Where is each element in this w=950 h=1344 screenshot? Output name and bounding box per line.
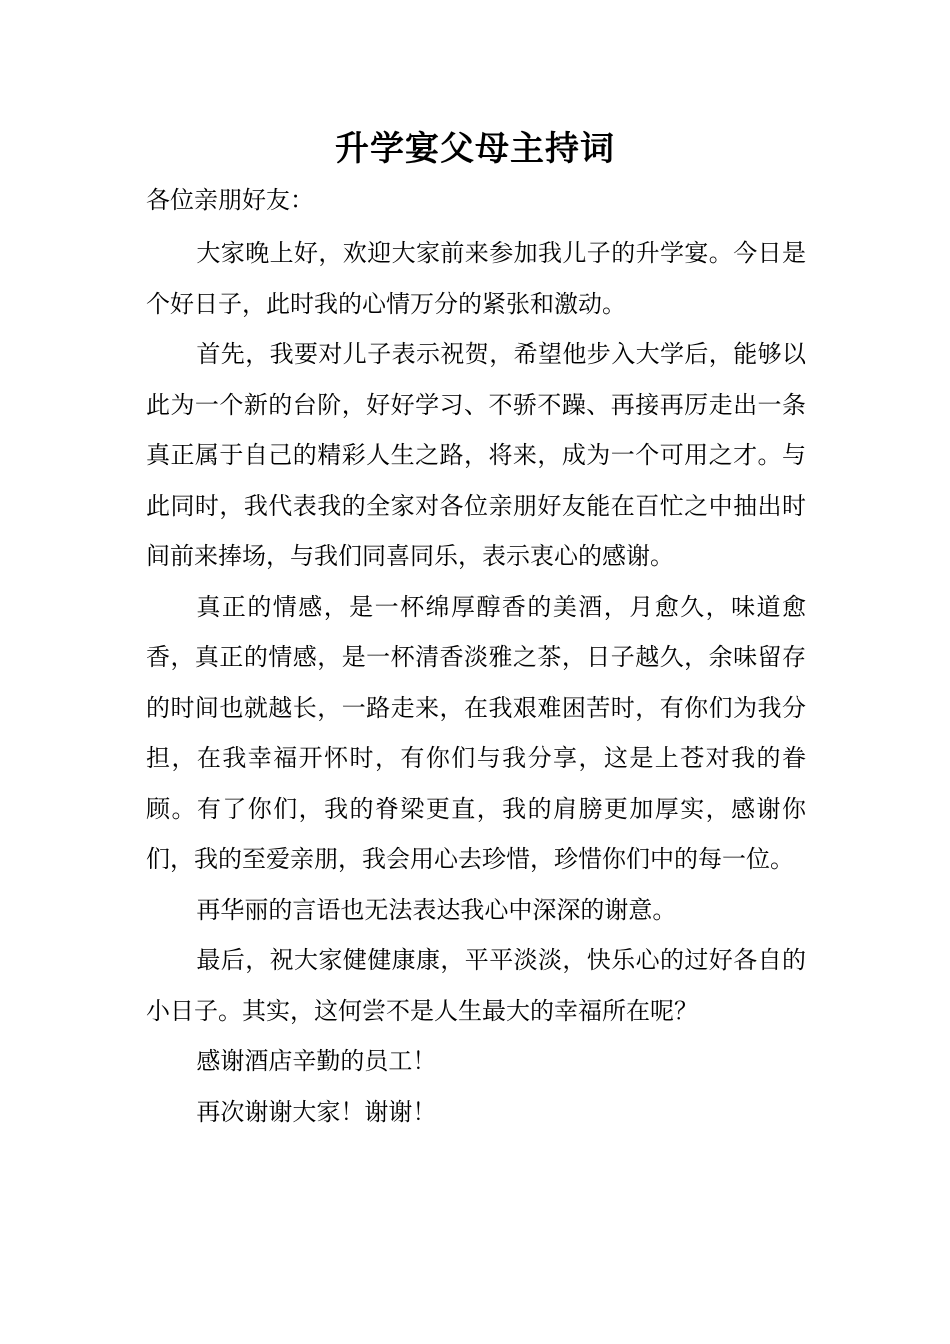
document-title: 升学宴父母主持词 bbox=[335, 129, 615, 169]
document-body bbox=[146, 178, 806, 1137]
paragraph-thank-staff: 感谢酒店辛勤的员工！ bbox=[196, 1047, 437, 1075]
paragraph-wishes: 最后，祝大家健健康康，平平淡淡，快乐心的过好各自的小日子。其实，这何尝不是人生最大的幸福所在呢？ bbox=[146, 946, 806, 1025]
paragraph-closing: 再次谢谢大家！谢谢！ bbox=[196, 1097, 437, 1126]
greeting-line: 各位亲朋好友： bbox=[146, 186, 314, 214]
paragraph-friendship: 真正的情感，是一杯绵厚醇香的美酒，月愈久，味道愈香，真正的情感，是一杯清香淡雅之茶，日子越久，余味留存的时间也就越长，一路走来，在我艰难困苦时，有你们为我分担，在我幸福开怀时，有你们与我分享，这是上苍对我的眷顾。有了你们，我的脊梁更直，我的肩膀更加厚实，感谢你们，我的至爱亲朋，我会用心去珍惜，珍惜你们中的每一位。 bbox=[146, 592, 806, 873]
paragraph-gratitude: 再华丽的言语也无法表达我心中深深的谢意。 bbox=[196, 895, 677, 924]
paragraph-congratulations: 首先，我要对儿子表示祝贺，希望他步入大学后，能够以此为一个新的台阶，好好学习、不骄不躁、再接再厉走出一条真正属于自己的精彩人生之路，将来，成为一个可用之才。与此同时，我代表我的全家对各位亲朋好友能在百忙之中抽出时间前来捧场，与我们同喜同乐，表示衷心的感谢。 bbox=[146, 340, 806, 570]
paragraph-welcome: 大家晚上好，欢迎大家前来参加我儿子的升学宴。今日是个好日子，此时我的心情万分的紧张和激动。 bbox=[146, 239, 806, 318]
